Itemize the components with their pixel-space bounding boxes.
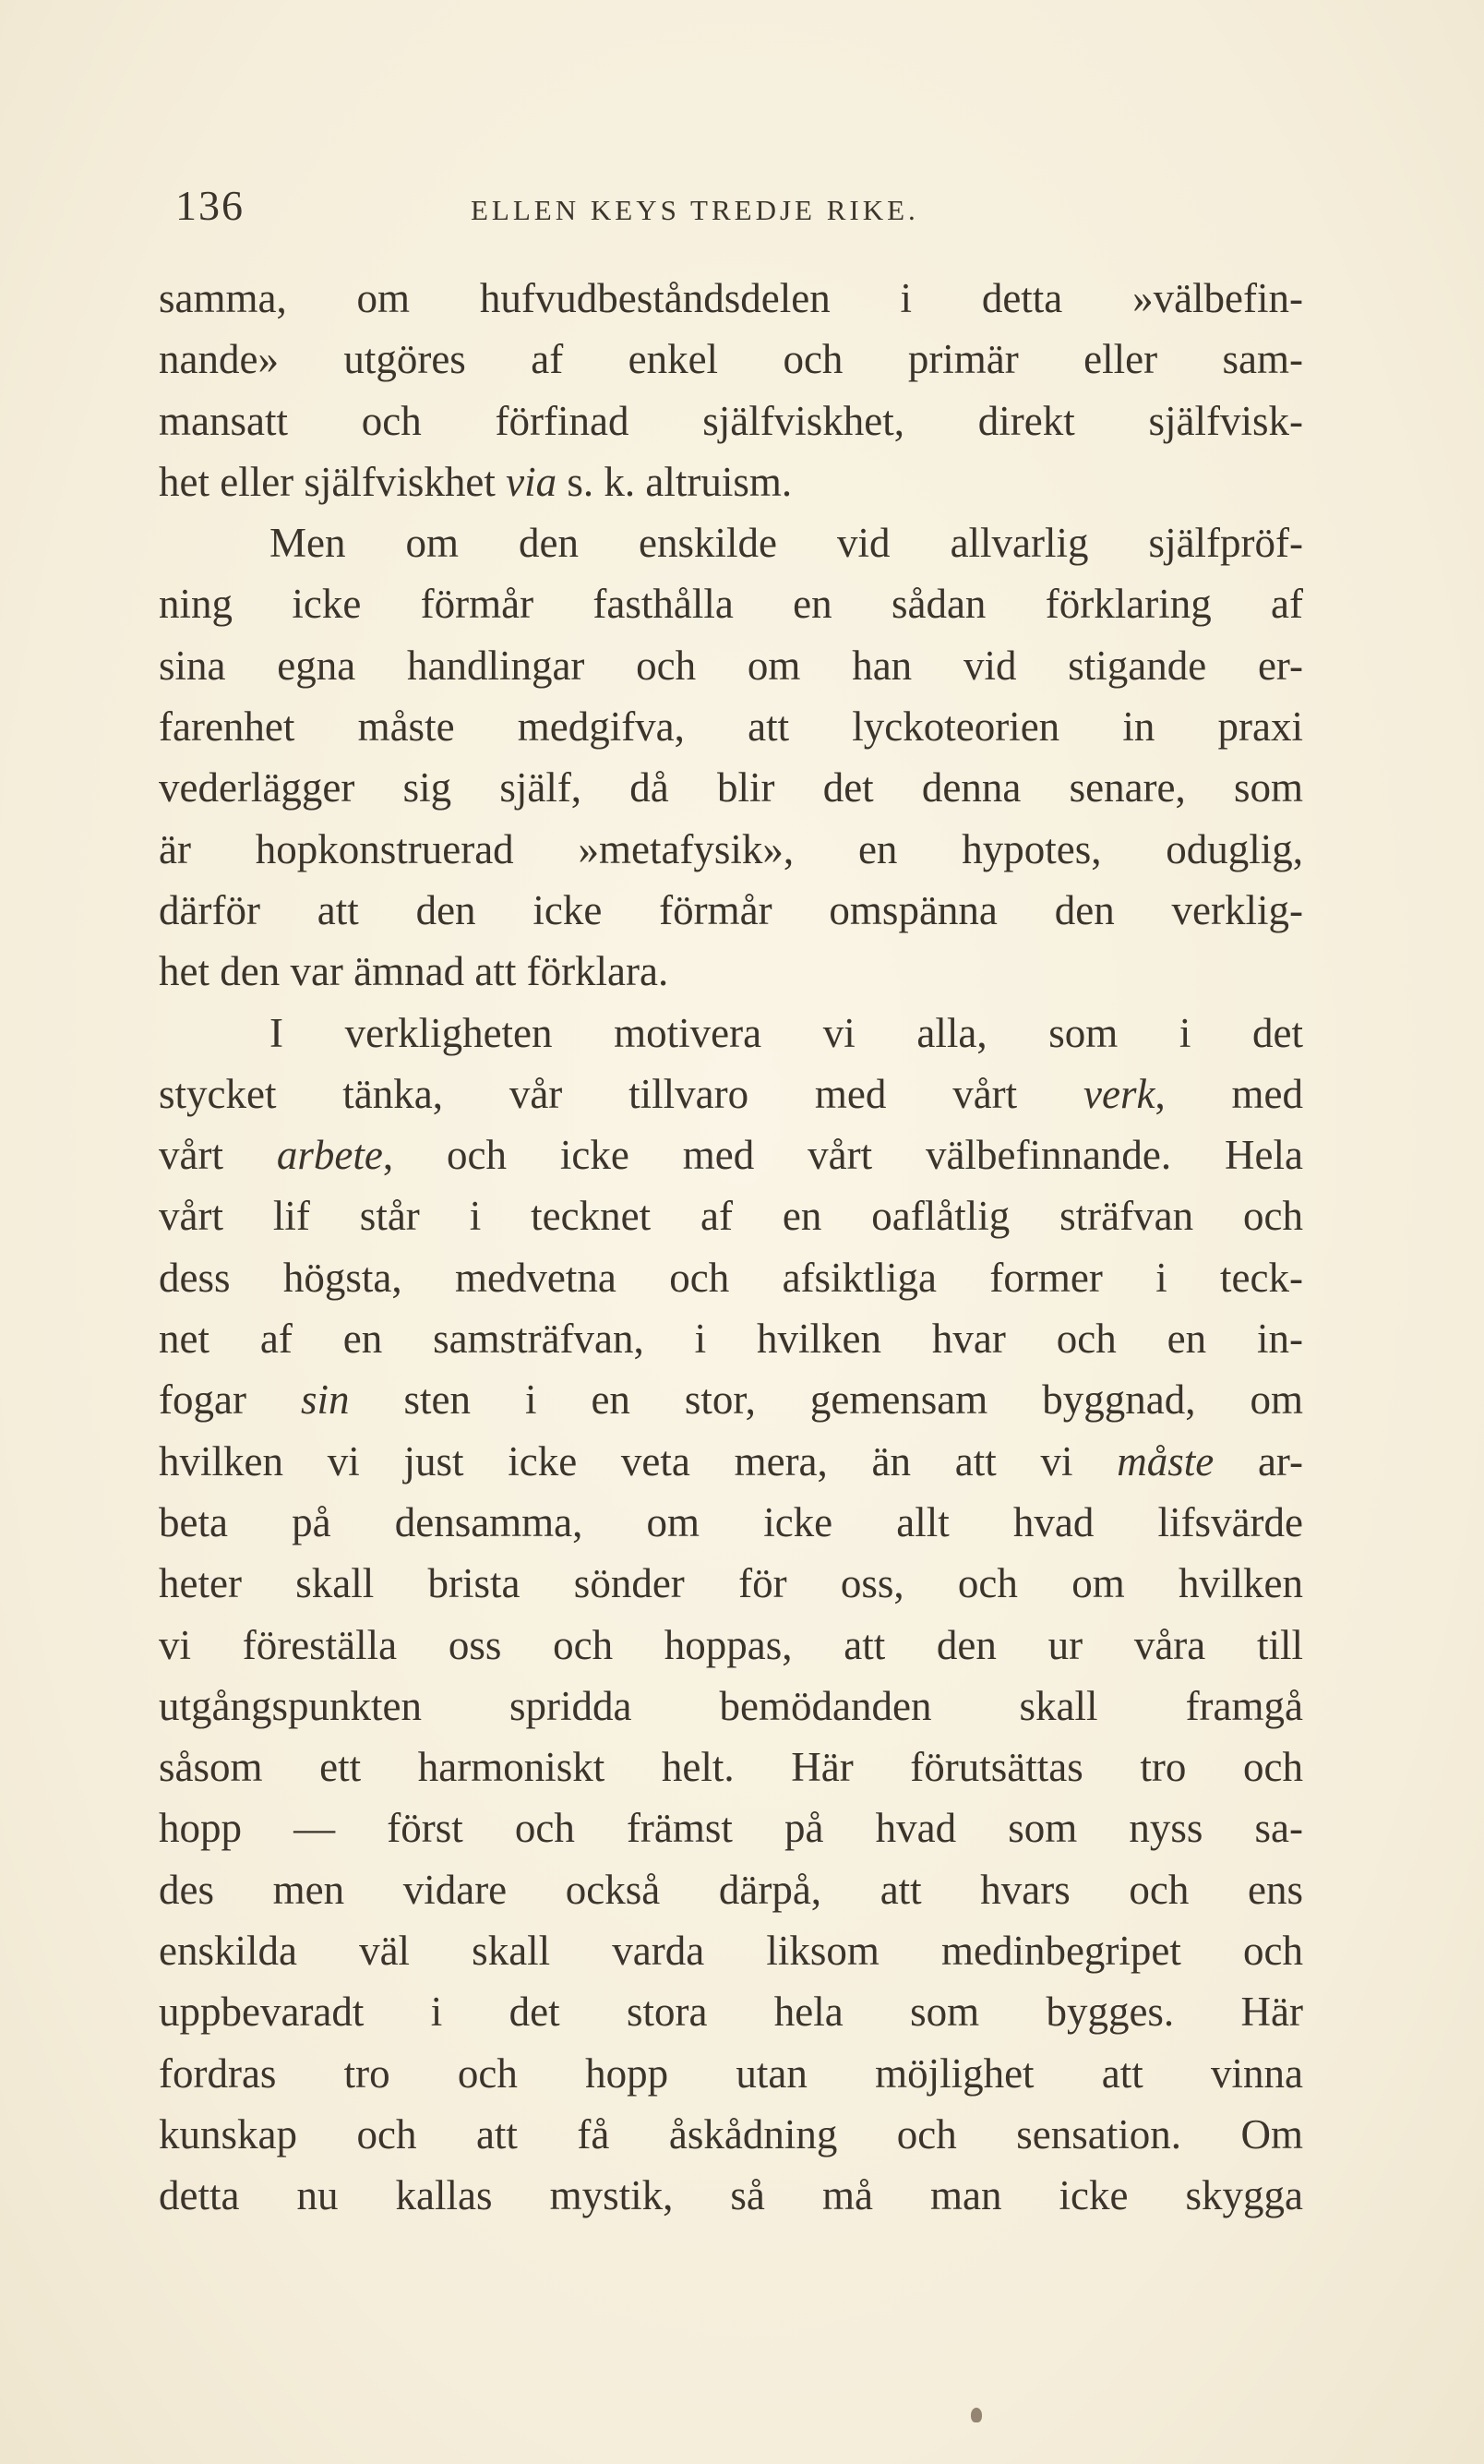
text-line: mansatt och förfinad själfviskhet, direkt själfvisk-: [159, 397, 1303, 444]
text-line: farenhet måste medgifva, att lyckoteorien in praxi: [159, 703, 1303, 751]
running-head: ELLEN KEYS TREDJE RIKE.: [471, 194, 919, 226]
text-line: utgångspunkten spridda bemödanden skall framgå: [159, 1682, 1303, 1729]
page-number: 136: [175, 182, 245, 229]
text-line: ning icke förmår fasthålla en sådan förklaring af: [159, 581, 1303, 628]
text-line: fogar sin sten i en stor, gemensam byggnad, om: [159, 1376, 1303, 1424]
text-line: heter skall brista sönder för oss, och om hvilken: [159, 1560, 1303, 1607]
text-line: därför att den icke förmår omspänna den verklig-: [159, 886, 1303, 933]
text-line: het eller själfviskhet via s. k. altruism.: [159, 458, 793, 505]
page-header: [175, 181, 1320, 246]
text-line: net af en samsträfvan, i hvilken hvar och en in-: [159, 1316, 1303, 1363]
text-line: nande» utgöres af enkel och primär eller sam-: [159, 336, 1303, 383]
text-line: I verkligheten motivera vi alla, som i det: [269, 1009, 1303, 1056]
text-line: vi föreställa oss och hoppas, att den ur våra till: [159, 1621, 1303, 1668]
text-line: såsom ett harmoniskt helt. Här förutsättas tro och: [159, 1744, 1303, 1791]
text-line: enskilda väl skall varda liksom medinbegripet och: [159, 1928, 1303, 1975]
ink-spot: [971, 2408, 982, 2422]
text-line: uppbevaradt i det stora hela som bygges. Här: [159, 1989, 1303, 2036]
text-line: vårt arbete, och icke med vårt välbefinnande. Hela: [159, 1132, 1303, 1179]
text-line: kunskap och att få åskådning och sensation. Om: [159, 2110, 1303, 2158]
text-line: fordras tro och hopp utan möjlighet att vinna: [159, 2049, 1303, 2097]
text-line: hvilken vi just icke veta mera, än att vi måste ar-: [159, 1437, 1303, 1484]
text-line: är hopkonstruerad »metafysik», en hypotes, oduglig,: [159, 825, 1303, 872]
text-line: vederlägger sig själf, då blir det denna senare, som: [159, 764, 1303, 811]
text-line: Men om den enskilde vid allvarlig själfpröf-: [269, 520, 1303, 567]
text-line: beta på densamma, om icke allt hvad lifsvärde: [159, 1498, 1303, 1545]
text-line: detta nu kallas mystik, så må man icke skygga: [159, 2172, 1303, 2219]
text-line: vårt lif står i tecknet af en oaflåtlig sträfvan och: [159, 1193, 1303, 1240]
text-line: des men vidare också därpå, att hvars och ens: [159, 1866, 1303, 1913]
text-line: het den var ämnad att förklara.: [159, 948, 669, 995]
text-line: dess högsta, medvetna och afsiktliga former i teck-: [159, 1254, 1303, 1301]
text-line: sina egna handlingar och om han vid stigande er-: [159, 642, 1303, 689]
body-text: [159, 268, 1303, 2227]
text-line: stycket tänka, vår tillvaro med vårt verk, med: [159, 1070, 1303, 1117]
text-line: hopp — först och främst på hvad som nyss sa-: [159, 1805, 1303, 1852]
text-line: samma, om hufvudbeståndsdelen i detta »välbefin-: [159, 275, 1303, 321]
